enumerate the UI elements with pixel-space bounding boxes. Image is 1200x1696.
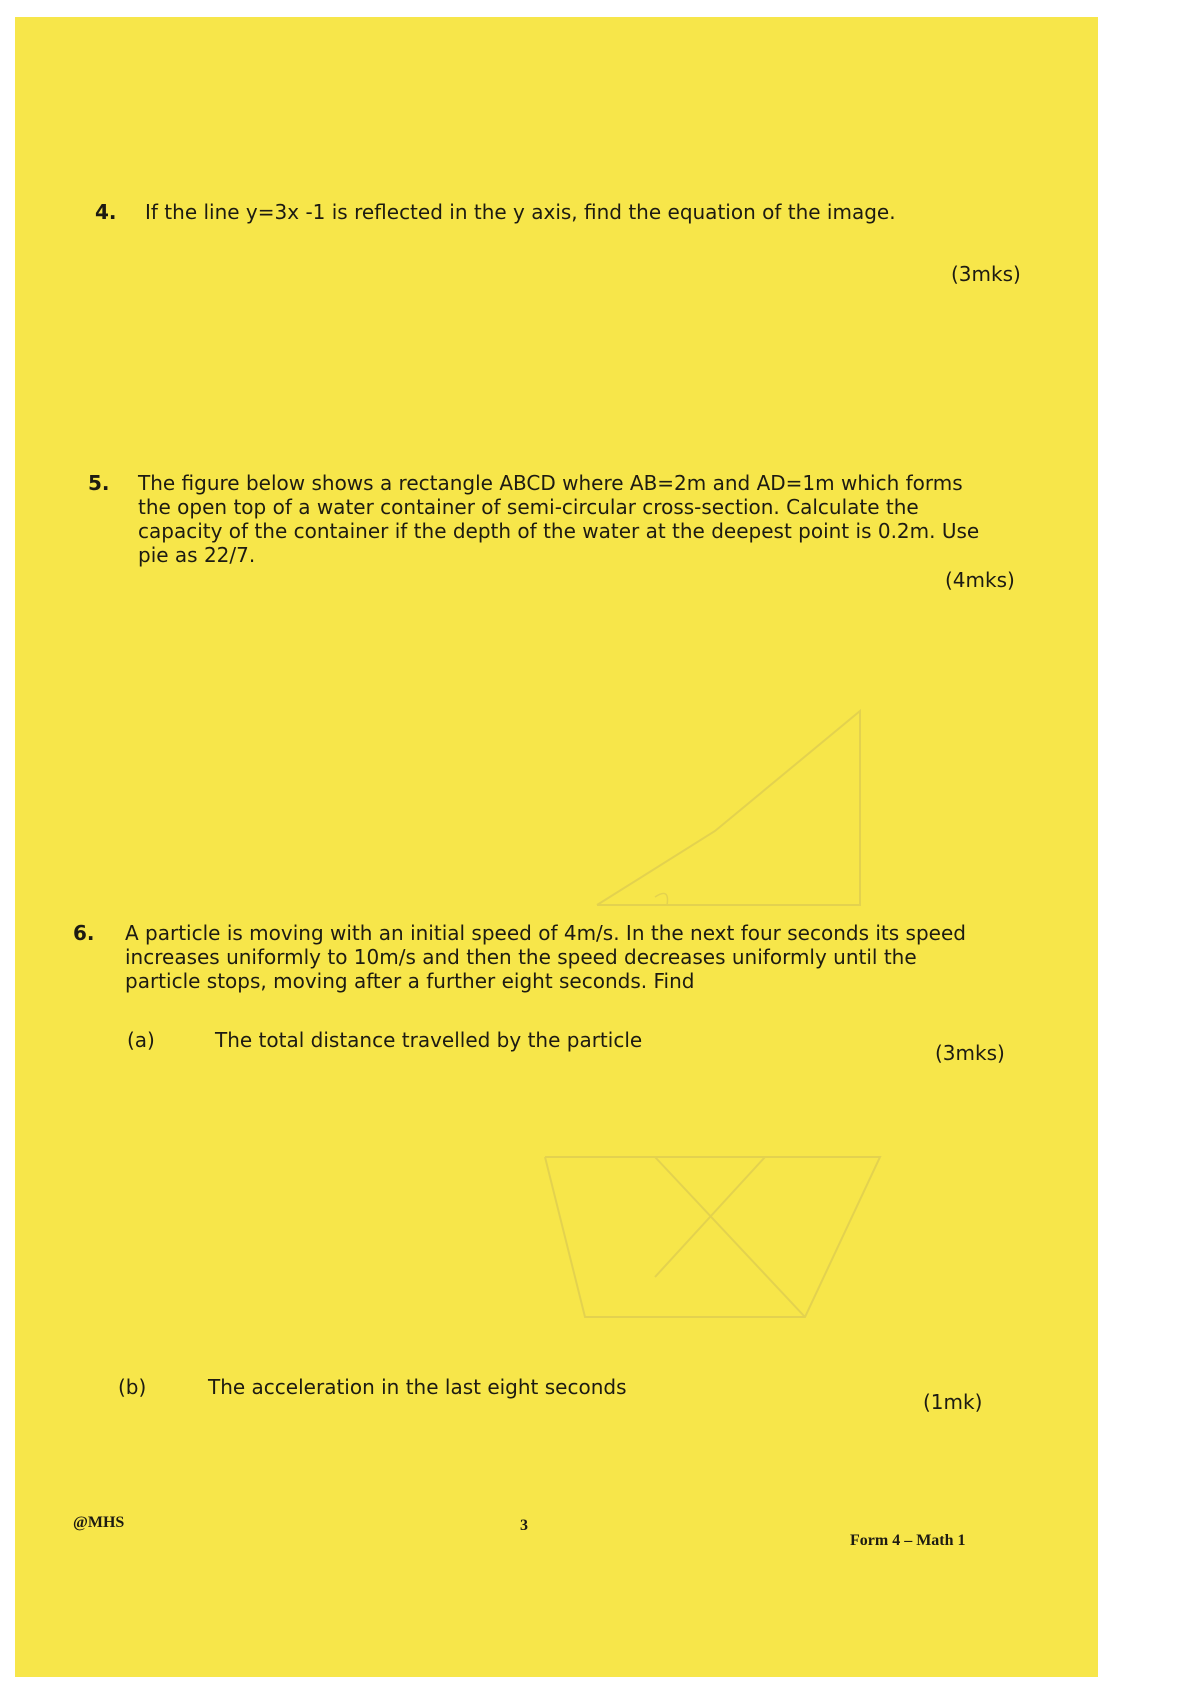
question-6a-label: (a) <box>127 1028 155 1052</box>
footer-right: Form 4 – Math 1 <box>850 1532 966 1549</box>
question-5-marks: (4mks) <box>945 568 1015 592</box>
showthrough-parallelogram-diagram <box>535 1127 915 1347</box>
page-number: 3 <box>520 1517 528 1534</box>
question-6-line: increases uniformly to 10m/s and then the speed decreases uniformly until the <box>125 945 917 969</box>
showthrough-triangle-diagram <box>575 697 895 937</box>
question-6-line: A particle is moving with an initial speed of 4m/s. In the next four seconds its speed <box>125 921 966 945</box>
question-6b-label: (b) <box>118 1375 147 1399</box>
question-6-text <box>125 921 1085 993</box>
exam-page <box>15 17 1098 1677</box>
question-5-line: pie as 22/7. <box>138 543 256 567</box>
question-4-text: If the line y=3x -1 is reflected in the y axis, find the equation of the image. <box>145 200 896 224</box>
question-6-line: particle stops, moving after a further eight seconds. Find <box>125 969 695 993</box>
question-6a-marks: (3mks) <box>935 1041 1005 1065</box>
question-6b-marks: (1mk) <box>923 1390 983 1414</box>
footer-left: @MHS <box>73 1514 125 1531</box>
question-6b-text: The acceleration in the last eight seconds <box>208 1375 627 1399</box>
question-5-line: The figure below shows a rectangle ABCD where AB=2m and AD=1m which forms <box>138 471 963 495</box>
question-5-text <box>138 471 1098 567</box>
question-6-number: 6. <box>73 921 95 945</box>
question-4-marks: (3mks) <box>951 262 1021 286</box>
question-4-number: 4. <box>95 200 117 224</box>
question-6a-text: The total distance travelled by the particle <box>215 1028 643 1052</box>
question-5-number: 5. <box>88 471 110 495</box>
question-5-line: the open top of a water container of semi-circular cross-section. Calculate the <box>138 495 919 519</box>
question-5-line: capacity of the container if the depth of the water at the deepest point is 0.2m. Use <box>138 519 980 543</box>
